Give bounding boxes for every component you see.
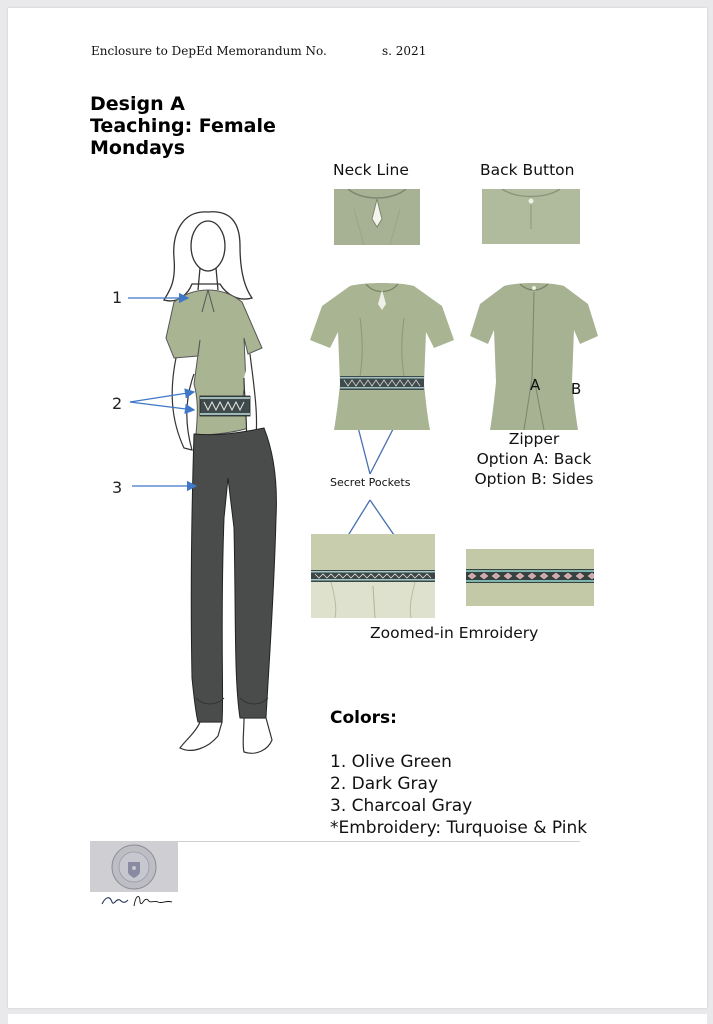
color-item-embroidery: *Embroidery: Turquoise & Pink xyxy=(330,818,588,838)
neck-line-photo xyxy=(334,189,420,245)
front-blouse-photo xyxy=(310,278,454,430)
embroidery-zoom-photo xyxy=(466,549,594,606)
document-page xyxy=(8,8,707,1008)
signatures xyxy=(100,890,174,912)
title-line-3: Mondays xyxy=(90,137,186,159)
back-blouse-photo xyxy=(470,278,598,430)
color-item-2: 2. Dark Gray xyxy=(330,774,439,794)
pocket-zoom-photo xyxy=(311,534,435,618)
title-line-1: Design A xyxy=(90,93,185,115)
color-item-1: 1. Olive Green xyxy=(330,752,452,772)
back-button-photo xyxy=(482,189,580,244)
zipper-label: Zipper xyxy=(508,430,560,448)
enclosure-text: Enclosure to DepEd Memorandum No. xyxy=(91,44,327,58)
option-b-label: Option B: Sides xyxy=(474,470,594,488)
option-a-label: Option A: Back xyxy=(476,450,592,468)
callout-3: 3 xyxy=(112,478,123,497)
secret-pockets-label: Secret Pockets xyxy=(330,476,411,489)
deped-seal xyxy=(90,842,178,892)
next-page-edge xyxy=(8,1014,707,1024)
colors-heading: Colors: xyxy=(330,708,397,728)
series-text: s. 2021 xyxy=(382,44,427,58)
zoomed-embroidery-label: Zoomed-in Emroidery xyxy=(370,624,539,642)
back-button-label: Back Button xyxy=(480,161,575,179)
title-line-2: Teaching: Female xyxy=(90,115,276,137)
zipper-marker-a: A xyxy=(530,376,541,394)
callout-1: 1 xyxy=(112,288,123,307)
color-item-3: 3. Charcoal Gray xyxy=(330,796,473,816)
zipper-marker-b: B xyxy=(571,380,582,398)
neck-line-label: Neck Line xyxy=(333,161,409,179)
callout-2: 2 xyxy=(112,394,123,413)
